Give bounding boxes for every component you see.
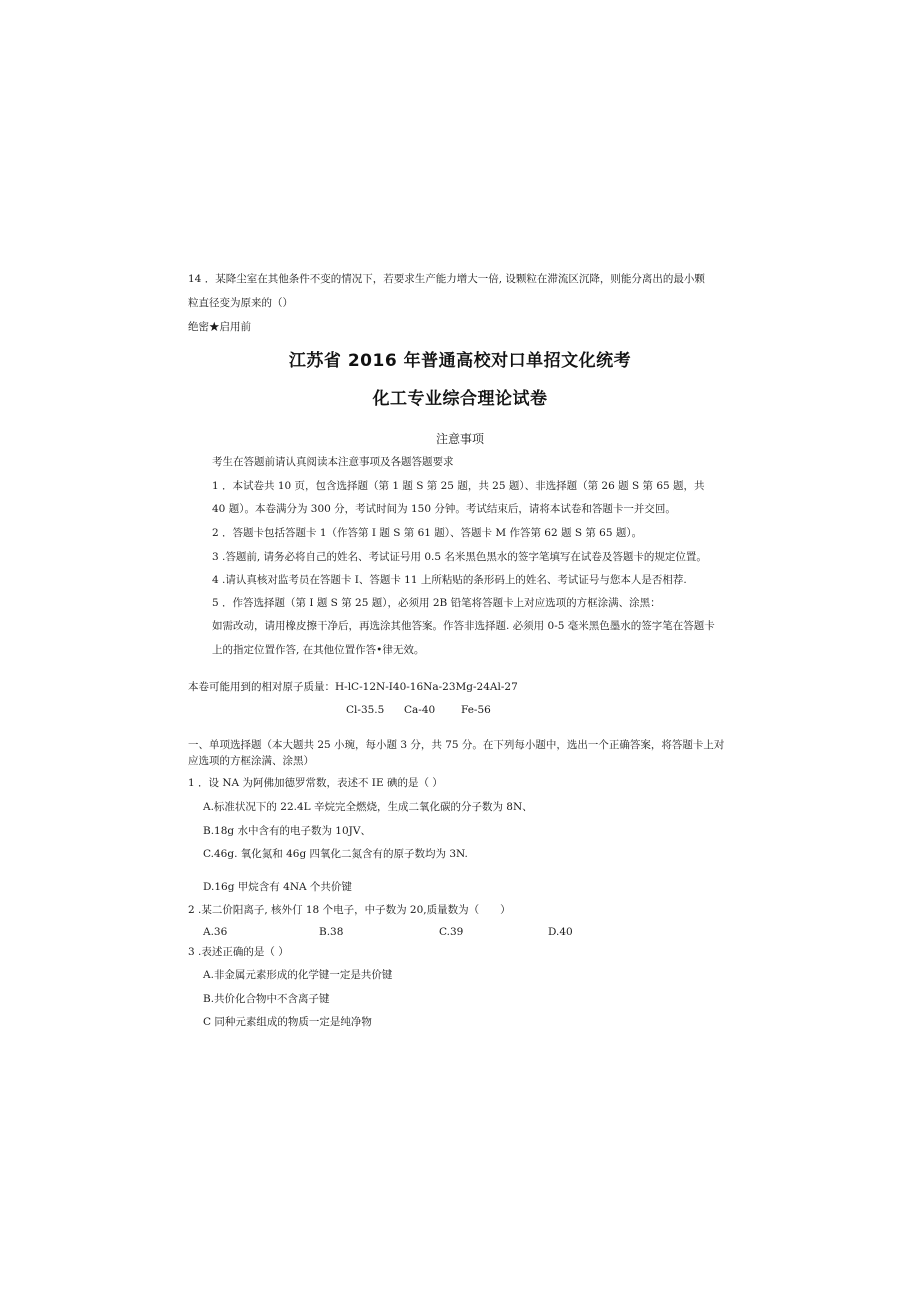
q1-option-a: A.标准状况下的 22.4L 辛烷完全燃烧，生成二氧化碳的分子数为 8N、	[203, 801, 533, 813]
q2-option-d: D.40	[548, 926, 573, 938]
q3-option-b: B.共价化合物中不含离子键	[203, 993, 330, 1005]
exam-subtitle: 化工专业综合理论试卷	[372, 389, 548, 409]
notice-item: 4 .请认真核对监考员在答题卡 I、答题卡 11 上所粘贴的条形码上的姓名、考试证号与您本人是否相荐.	[212, 574, 687, 586]
q2-stem: 2 .某二价阳离子, 核外仃 18 个电子，中子数为 20,质量数为（ ）	[188, 904, 511, 916]
q3-option-a: A.非金属元素形成的化学键一定是共价键	[203, 969, 393, 981]
section-1-line-2: 应选项的方框涂满、涂黑）	[188, 755, 314, 767]
q3-stem: 3 .表述正确的是（ ）	[188, 946, 289, 958]
atomic-mass-item: Ca-40	[404, 704, 436, 716]
q1-option-b: B.18g 水中含有的电子数为 10JV、	[203, 825, 371, 837]
q1-option-d: D.16g 甲烷含有 4NA 个共价键	[203, 881, 352, 893]
notice-item: 5 ．作答选择题（第 I 题 S 第 25 题），必须用 2B 铅笔将答题卡上对应选项的方框涂满、涂黑：	[212, 597, 661, 609]
atomic-mass-item: Fe-56	[461, 704, 491, 716]
notice-item: 如需改动，请用橡皮擦干净后，再选涂其他答案。作答非选择题. 必须用 0-5 毫米黑色墨水的签字笔在答题卡	[212, 620, 715, 632]
notice-intro: 考生在答题前请认真阅读本注意事项及各题答题要求	[212, 456, 454, 468]
notice-item: 1 ．本试卷共 10 页，包含选择题（第 1 题 S 第 25 题，共 25 题）、非选择题（第 26 题 S 第 65 题，共	[212, 480, 705, 492]
notice-item: 3 .答题前, 请务必将自己的姓名、考试证号用 0.5 名米黑色黑水的签字笔填写在试卷及答题卡的规定位置。	[212, 551, 707, 563]
q1-stem: 1 ．设 NA 为阿佛加德罗常数，表述不 IE 碘的是（ ）	[188, 777, 443, 789]
notice-heading: 注意事项	[435, 432, 484, 446]
exam-title: 江苏省 2016 年普通高校对口单招文化统考	[288, 351, 632, 371]
q14-line-1: 14 ．某降尘室在其他条件不变的情况下，若要求生产能力增大一倍, 设颗粒在滞流区沉降，则能分离出的最小颗	[188, 273, 705, 285]
notice-item: 2 ．答题卡包括答题卡 1（作答第 I 题 S 第 61 题）、答题卡 M 作答第 62 题 S 第 65 题）。	[212, 527, 643, 539]
atomic-mass-item: Cl-35.5	[346, 704, 385, 716]
notice-item: 40 题）。本卷满分为 300 分，考试时间为 150 分钟。考试结束后，请将本试卷和答题卡一并交回。	[212, 503, 676, 515]
q2-option-c: C.39	[439, 926, 464, 938]
secret-label: 绝密★启用前	[188, 321, 251, 333]
q2-option-a: A.36	[203, 926, 228, 938]
atomic-mass-line-1: 本卷可能用到的相对原子质量：H-lC-12N-I40-16Na-23Mg-24Al-27	[188, 681, 518, 693]
q1-option-c: C.46g. 氧化氮和 46g 四氧化二氮含有的原子数均为 3N.	[203, 848, 468, 860]
notice-item: 上的指定位置作答, 在其他位置作答•律无效。	[212, 644, 425, 656]
q14-line-2: 粒直径变为原来的（）	[188, 297, 293, 309]
q3-option-c: C 同种元素组成的物质一定是纯净物	[203, 1016, 372, 1028]
section-1-line-1: 一、单项选择题（本大题共 25 小琬，每小题 3 分，共 75 分。在下列每小题中，选出一个正确答案，将答题卡上对	[188, 739, 725, 751]
q2-option-b: B.38	[319, 926, 344, 938]
